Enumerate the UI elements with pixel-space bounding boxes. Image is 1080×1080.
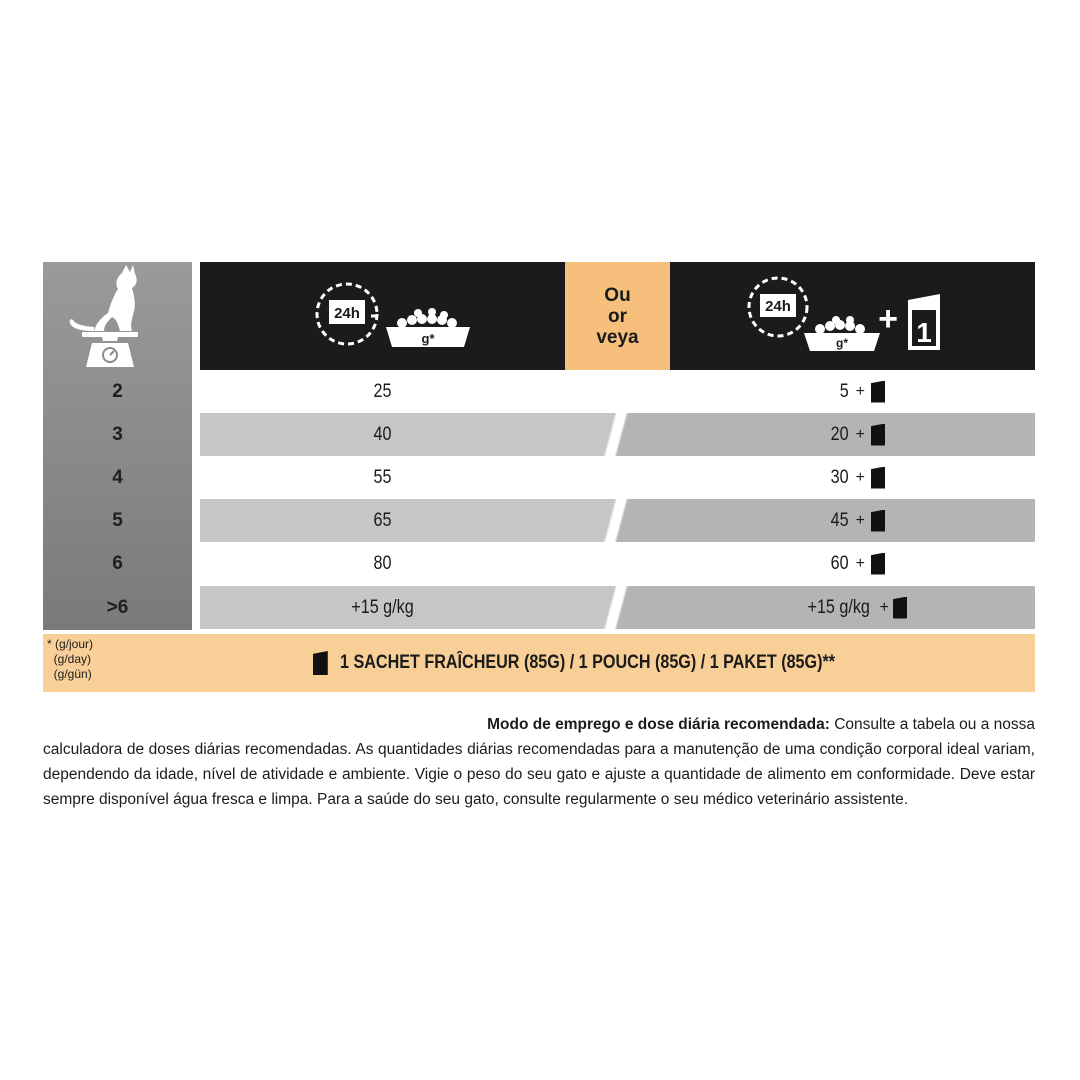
dry-amount: 80 (373, 552, 392, 574)
dry-amount: 65 (373, 509, 392, 531)
food-bowl-icon (804, 316, 880, 351)
mixed-unit-label: g* (836, 336, 848, 350)
pouch-icon (871, 510, 885, 532)
table-row (200, 499, 1035, 542)
weight-cell: 5 (112, 509, 123, 531)
weight-cell: 3 (112, 423, 123, 445)
dry-unit-label: g* (421, 331, 435, 346)
or-label: Ou or veya (565, 262, 670, 370)
weight-cell: 4 (112, 466, 123, 488)
dry-amount: 55 (373, 466, 392, 488)
pouch-size-label: 1 SACHET FRAÎCHEUR (85G) / 1 POUCH (85G) / 1 PAKET (85G)** (339, 652, 835, 673)
table-row (200, 542, 1035, 585)
pouch-icon (871, 381, 885, 403)
instructions-lead: Consulte a tabela ou a nossa (829, 716, 1035, 733)
weight-cell: 2 (112, 380, 123, 402)
pouch-icon (871, 424, 885, 446)
feeding-instructions (43, 712, 1035, 812)
instructions-heading: Modo de emprego e dose diária recomendada: (487, 716, 830, 733)
dry-amount: 25 (373, 380, 392, 402)
mixed-clock-label: 24h (765, 298, 791, 315)
clock-24h-icon (749, 278, 807, 336)
pouch-icon (871, 467, 885, 489)
food-bowl-icon (386, 308, 470, 347)
header-dry-food (200, 262, 565, 370)
table-row (200, 456, 1035, 499)
dry-amount: 40 (373, 423, 392, 445)
mixed-amount: 30 + (635, 456, 1035, 499)
dry-amount: +15 g/kg (351, 596, 414, 618)
weight-cell: 6 (112, 552, 123, 574)
mixed-plus-sign: + (878, 300, 898, 338)
clock-24h-icon (200, 262, 565, 370)
header-mixed-food (670, 262, 1035, 370)
pouch-icon (313, 651, 328, 675)
instructions-body: calculadora de doses diárias recomendadas. As quantidades diárias recomendadas para a manutenção de uma condição corporal ideal variam, dependendo da idade, nível de atividade e ambiente. Vigie o peso do seu gato e ajuste a quantidade de alimento em conformidade. Deve estar sempre disponível água fresca e limpa. Para a saúde do seu gato, consulte regularmente o seu médico veterinário assistente. (43, 741, 1035, 808)
mixed-amount: 5 + (635, 370, 1035, 413)
weight-cell: >6 (106, 596, 129, 618)
unit-footnote: * (g/jour) (g/day) (g/gün) (47, 637, 94, 681)
table-row (200, 586, 1035, 629)
pouch-size-note (200, 634, 1035, 692)
table-row (200, 413, 1035, 456)
mixed-amount: 20 + (635, 413, 1035, 456)
pouch-icon (893, 597, 907, 619)
pouch-icon (871, 553, 885, 575)
mixed-amount: 60 + (635, 542, 1035, 585)
mixed-amount: +15 g/kg + (635, 586, 1035, 629)
dry-clock-label: 24h (334, 305, 360, 322)
table-row (200, 370, 1035, 413)
mixed-amount: 45 + (635, 499, 1035, 542)
pouch-icon (908, 294, 940, 350)
cat-on-scale-icon (60, 265, 150, 370)
mixed-pouch-count: 1 (916, 317, 932, 348)
